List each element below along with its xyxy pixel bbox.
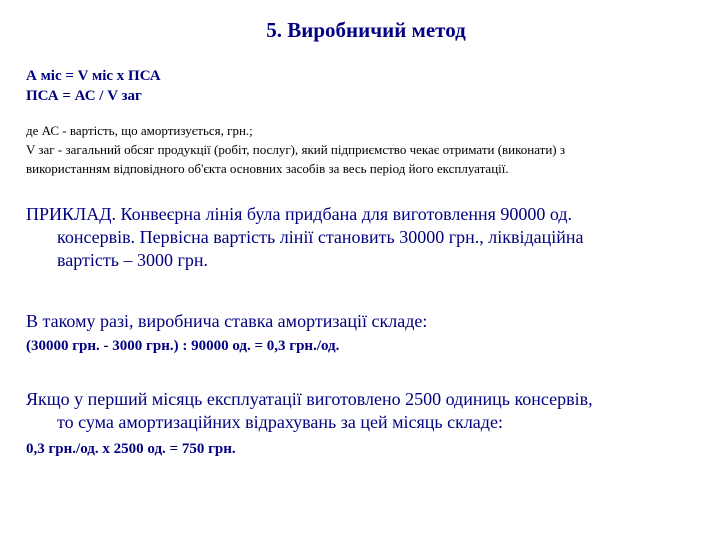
example-line: консервів. Первісна вартість лінії становить 30000 грн., ліквідаційна (57, 227, 584, 247)
slide-title: 5. Виробничий метод (266, 18, 466, 42)
month-line: то сума амортизаційних відрахувань за цей місяць складе: (57, 412, 503, 432)
example-paragraph (26, 203, 696, 272)
rate-calculation: (30000 грн. - 3000 грн.) : 90000 од. = 0,3 грн./од. (26, 338, 340, 354)
definition-line: V заг - загальний обсяг продукції (робіт, послуг), який підприємство чекає отримати (виконати) з (26, 142, 566, 157)
definition-line: використанням відповідного об'єкта основних засобів за весь період його експлуатації. (26, 161, 509, 176)
definitions-block (26, 121, 706, 178)
formula-production-rate: ПСА = АС / V заг (26, 88, 142, 104)
definition-line: де АС - вартість, що амортизується, грн.; (26, 123, 253, 138)
example-line: вартість – 3000 грн. (57, 250, 208, 270)
month-paragraph (26, 388, 696, 434)
month-calculation: 0,3 грн./од. х 2500 од. = 750 грн. (26, 441, 236, 457)
rate-text: В такому разі, виробнича ставка амортизації складе: (26, 311, 428, 331)
example-line: ПРИКЛАД. Конвеєрна лінія була придбана для виготовлення 90000 од. (26, 204, 573, 224)
month-line: Якщо у перший місяць експлуатації виготовлено 2500 одиниць консервів, (26, 389, 593, 409)
rate-paragraph (26, 310, 696, 333)
formula-monthly-depreciation: А міс = V міс х ПСА (26, 68, 161, 84)
